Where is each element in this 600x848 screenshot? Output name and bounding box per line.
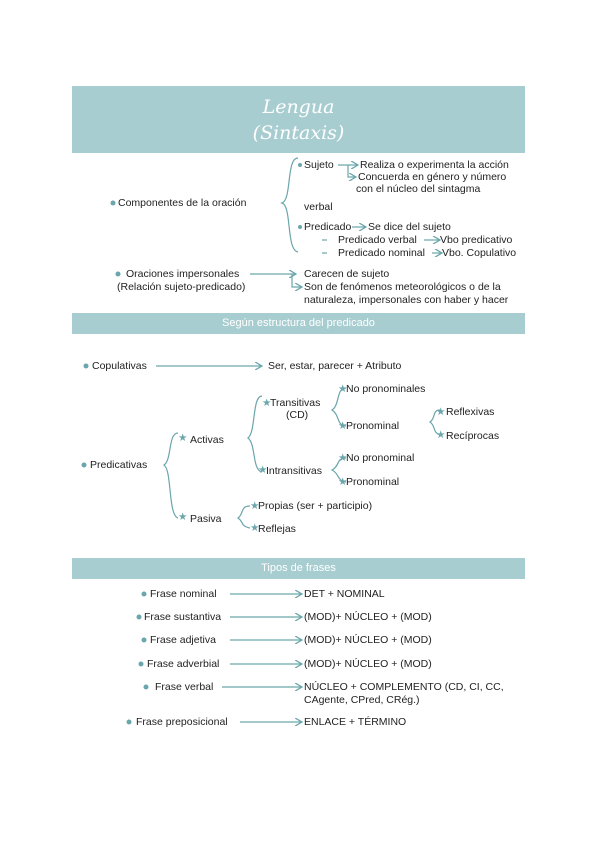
components-label: Componentes de la oración bbox=[118, 197, 247, 209]
vbo-predicativo: Vbo predicativo bbox=[440, 234, 513, 246]
impersonales-sublabel: (Relación sujeto-predicado) bbox=[117, 281, 246, 293]
impersonales-label: Oraciones impersonales bbox=[126, 268, 240, 280]
propias-label: Propias (ser + participio) bbox=[258, 500, 373, 512]
arrow bbox=[348, 165, 356, 177]
verbal-label: verbal bbox=[304, 201, 333, 213]
star-icon: ★ bbox=[262, 397, 272, 409]
frase-nominal-value: DET + NOMINAL bbox=[304, 588, 385, 600]
reciprocas-label: Recíprocas bbox=[446, 430, 500, 442]
bullet-dot bbox=[298, 163, 302, 167]
frase-sustantiva-value: (MOD)+ NÚCLEO + (MOD) bbox=[304, 611, 432, 623]
pronominal-intrans-label: Pronominal bbox=[346, 476, 400, 488]
frase-verbal-value: NÚCLEO + COMPLEMENTO (CD, CI, CC, bbox=[304, 681, 504, 693]
star-icon: ★ bbox=[338, 420, 348, 432]
section-banner-frases: Tipos de frases bbox=[72, 558, 525, 579]
predicado-nominal: Predicado nominal bbox=[338, 247, 425, 259]
star-icon: ★ bbox=[258, 464, 268, 476]
star-icon: ★ bbox=[436, 406, 446, 418]
star-icon: ★ bbox=[338, 476, 348, 488]
transitivas-cd: (CD) bbox=[286, 409, 309, 421]
brace-predicativas bbox=[164, 433, 178, 518]
pronominal-label: Pronominal bbox=[346, 420, 400, 432]
no-pronominales-label: No pronominales bbox=[346, 383, 426, 395]
pasiva-label: Pasiva bbox=[190, 513, 222, 525]
frase-adverbial-label: Frase adverbial bbox=[147, 658, 220, 670]
brace-components bbox=[282, 158, 298, 252]
sujeto-agreement-cont: con el núcleo del sintagma bbox=[356, 183, 481, 195]
bullet-dot bbox=[142, 638, 147, 643]
transitivas-label: Transitivas bbox=[270, 397, 321, 409]
impersonales-def2-cont: naturaleza, impersonales con haber y hacer bbox=[304, 294, 509, 306]
bullet-dot bbox=[116, 272, 121, 277]
frase-sustantiva-label: Frase sustantiva bbox=[144, 611, 222, 623]
sujeto-agreement: Concuerda en género y número bbox=[358, 171, 507, 183]
frase-preposicional-value: ENLACE + TÉRMINO bbox=[304, 716, 407, 728]
star-icon: ★ bbox=[338, 452, 348, 464]
arrow bbox=[292, 274, 302, 287]
reflexivas-label: Reflexivas bbox=[446, 406, 495, 418]
bullet-dot bbox=[82, 463, 87, 468]
bullet-dot bbox=[84, 364, 89, 369]
star-icon: ★ bbox=[250, 522, 260, 534]
predicado-verbal: Predicado verbal bbox=[338, 234, 417, 246]
frase-adjetiva-label: Frase adjetiva bbox=[150, 634, 216, 646]
reflejas-label: Reflejas bbox=[258, 523, 296, 535]
frase-verbal-value-cont: CAgente, CPred, CRég.) bbox=[304, 694, 420, 706]
brace-activas bbox=[248, 396, 262, 472]
page-title: Lengua bbox=[262, 96, 335, 118]
bullet-dot bbox=[139, 662, 144, 667]
bullet-dot bbox=[142, 592, 147, 597]
frase-nominal-label: Frase nominal bbox=[150, 588, 217, 600]
impersonales-def2: Son de fenómenos meteorológicos o de la bbox=[304, 281, 501, 293]
frase-adverbial-value: (MOD)+ NÚCLEO + (MOD) bbox=[304, 658, 432, 670]
bullet-dot bbox=[127, 720, 132, 725]
sujeto-definition: Realiza o experimenta la acción bbox=[360, 159, 509, 171]
bullet-dot bbox=[111, 201, 116, 206]
star-icon: ★ bbox=[436, 429, 446, 441]
copulativas-label: Copulativas bbox=[92, 360, 147, 372]
activas-label: Activas bbox=[190, 434, 224, 446]
star-icon: ★ bbox=[178, 511, 188, 523]
intransitivas-label: Intransitivas bbox=[266, 465, 323, 477]
section-banner-predicado: Según estructura del predicado bbox=[72, 313, 525, 334]
no-pronominal-label: No pronominal bbox=[346, 452, 415, 464]
copulativas-definition: Ser, estar, parecer + Atributo bbox=[268, 360, 402, 372]
vbo-copulativo: Vbo. Copulativo bbox=[442, 247, 517, 259]
frase-adjetiva-value: (MOD)+ NÚCLEO + (MOD) bbox=[304, 634, 432, 646]
star-icon: ★ bbox=[178, 432, 188, 444]
brace-pasiva bbox=[238, 506, 250, 528]
predicativas-label: Predicativas bbox=[90, 459, 148, 471]
star-icon: ★ bbox=[250, 500, 260, 512]
predicado-label: Predicado bbox=[304, 221, 352, 233]
bullet-dot bbox=[144, 685, 149, 690]
page-subtitle: (Sintaxis) bbox=[252, 122, 345, 144]
impersonales-def1: Carecen de sujeto bbox=[304, 268, 390, 280]
bullet-dot bbox=[137, 615, 142, 620]
frase-preposicional-label: Frase preposicional bbox=[136, 716, 228, 728]
sujeto-label: Sujeto bbox=[304, 159, 334, 171]
frase-verbal-label: Frase verbal bbox=[155, 681, 214, 693]
predicado-definition: Se dice del sujeto bbox=[368, 221, 451, 233]
star-icon: ★ bbox=[338, 383, 348, 395]
bullet-dot bbox=[298, 225, 302, 229]
